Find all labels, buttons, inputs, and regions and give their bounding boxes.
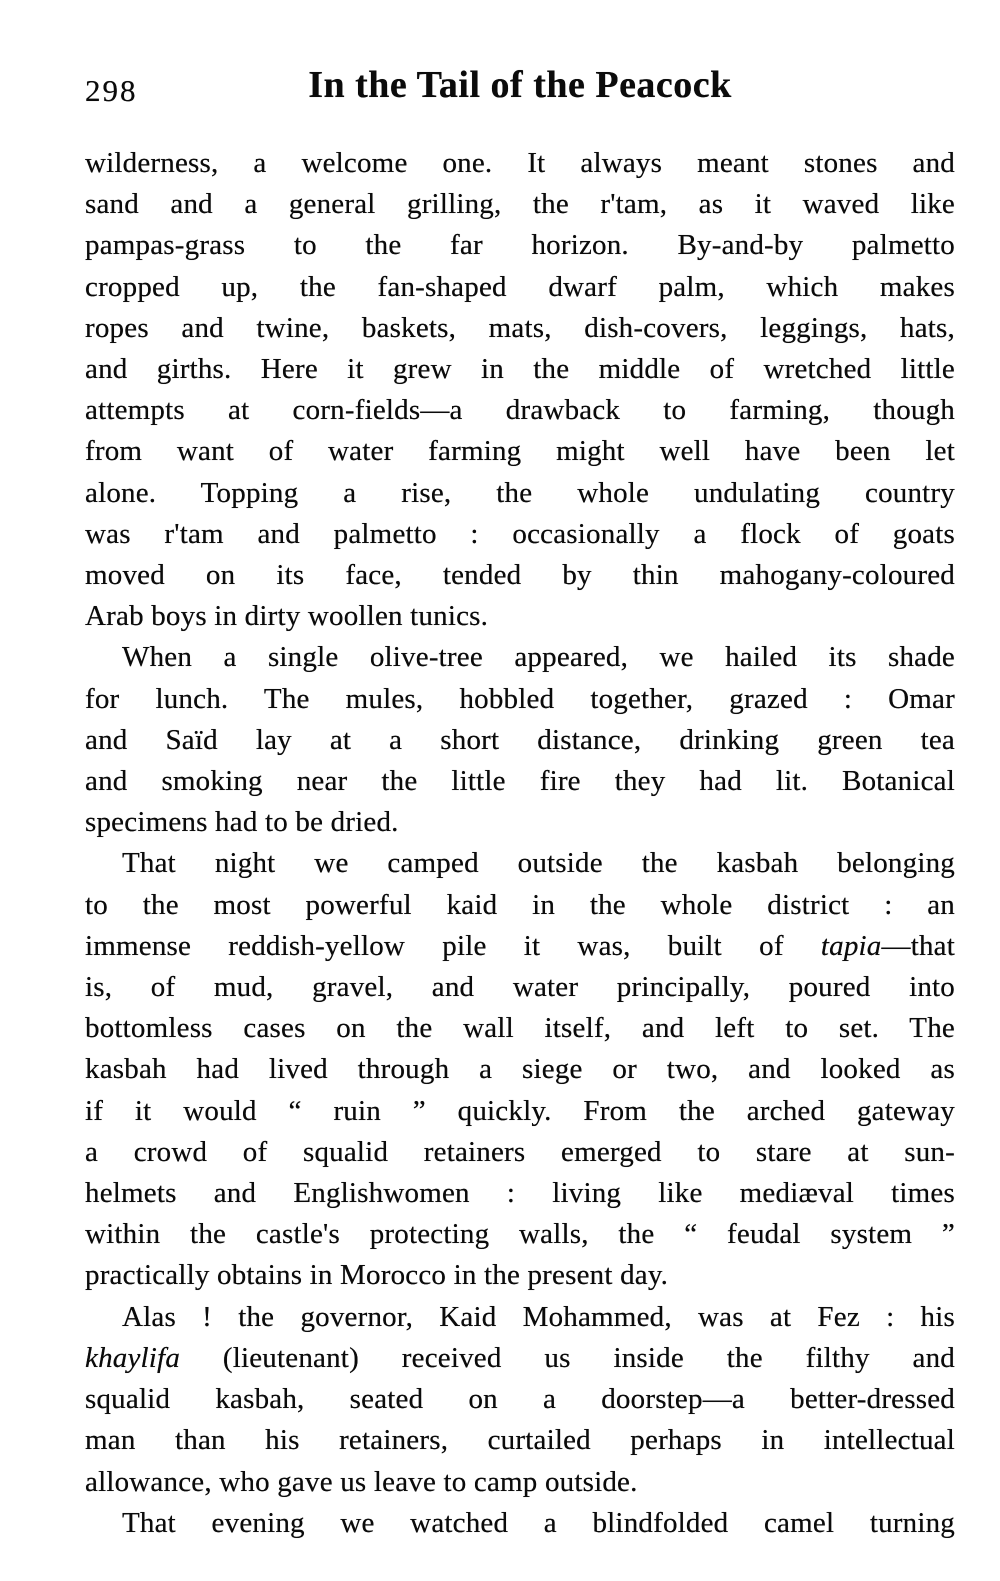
- text-segment: a crowd of squalid retainers emerged to stare at sun-: [85, 1135, 955, 1168]
- text-segment: squalid kasbah, seated on a doorstep—a better-dressed: [85, 1383, 955, 1416]
- paragraph: [85, 637, 955, 843]
- text-segment: helmets and Englishwomen : living like mediæval times: [85, 1177, 955, 1210]
- text-segment: alone. Topping a rise, the whole undulating country: [85, 476, 955, 509]
- text-line: [85, 1297, 955, 1338]
- text-line: [85, 431, 955, 472]
- text-segment: if it would “ ruin ” quickly. From the arched gateway: [85, 1094, 955, 1127]
- italic-text: khaylifa: [85, 1341, 181, 1374]
- text-line: [85, 267, 955, 308]
- text-segment: That evening we watched a blindfolded camel turning: [122, 1506, 955, 1539]
- text-line: [85, 143, 955, 184]
- text-segment: When a single olive-tree appeared, we hailed its shade: [122, 641, 955, 674]
- text-segment: —that: [881, 929, 955, 962]
- text-line: [85, 1008, 955, 1049]
- italic-text: tapia: [820, 929, 882, 962]
- text-segment: and smoking near the little fire they had lit. Botanical: [85, 765, 955, 798]
- text-segment: is, of mud, gravel, and water principally, poured into: [85, 971, 955, 1004]
- page-title: In the Tail of the Peacock: [308, 64, 732, 106]
- text-segment: ropes and twine, baskets, mats, dish-covers, leggings, hats,: [85, 311, 955, 344]
- text-line: [85, 679, 955, 720]
- text-segment: Arab boys in dirty woollen tunics.: [85, 600, 489, 633]
- text-segment: (lieutenant) received us inside the filthy and: [180, 1341, 955, 1374]
- text-segment: and Saïd lay at a short distance, drinking green tea: [85, 723, 955, 756]
- text-segment: sand and a general grilling, the r'tam, as it waved like: [85, 188, 955, 221]
- page-header: [85, 60, 955, 110]
- text-segment: kasbah had lived through a siege or two, and looked as: [85, 1053, 955, 1086]
- paragraph: [85, 1503, 955, 1544]
- text-line: [85, 473, 955, 514]
- text-line: [85, 761, 955, 802]
- text-line: [85, 1132, 955, 1173]
- text-line: [85, 514, 955, 555]
- text-line: [85, 555, 955, 596]
- text-line: [85, 184, 955, 225]
- text-segment: attempts at corn-fields—a drawback to farming, though: [85, 394, 955, 427]
- paragraph: [85, 143, 955, 637]
- text-line: [85, 1420, 955, 1461]
- text-column: [85, 60, 955, 1544]
- text-segment: within the castle's protecting walls, the “ feudal system ”: [85, 1218, 955, 1251]
- text-line: [85, 885, 955, 926]
- page-body: [85, 143, 955, 1544]
- text-line: [85, 1173, 955, 1214]
- text-segment: to the most powerful kaid in the whole district : an: [85, 888, 955, 921]
- text-segment: allowance, who gave us leave to camp outside.: [85, 1465, 638, 1498]
- text-line: [85, 1049, 955, 1090]
- paragraph: [85, 843, 955, 1296]
- text-line: [85, 596, 955, 637]
- page-number: 298: [85, 73, 138, 108]
- text-line: [85, 802, 955, 843]
- text-segment: moved on its face, tended by thin mahogany-coloured: [85, 559, 955, 592]
- paragraph: [85, 1297, 955, 1503]
- text-segment: pampas-grass to the far horizon. By-and-by palmetto: [85, 229, 955, 262]
- text-line: [85, 1503, 955, 1544]
- text-segment: That night we camped outside the kasbah belonging: [122, 847, 955, 880]
- text-line: [85, 637, 955, 678]
- text-segment: cropped up, the fan-shaped dwarf palm, which makes: [85, 270, 955, 303]
- text-line: [85, 1338, 955, 1379]
- text-line: [85, 1255, 955, 1296]
- text-line: [85, 390, 955, 431]
- text-segment: Alas ! the governor, Kaid Mohammed, was at Fez : his: [122, 1300, 955, 1333]
- text-segment: bottomless cases on the wall itself, and left to set. The: [85, 1012, 955, 1045]
- text-segment: specimens had to be dried.: [85, 806, 399, 839]
- text-line: [85, 225, 955, 266]
- text-line: [85, 720, 955, 761]
- text-segment: man than his retainers, curtailed perhaps in intellectual: [85, 1424, 955, 1457]
- text-line: [85, 967, 955, 1008]
- text-line: [85, 1091, 955, 1132]
- text-line: [85, 1462, 955, 1503]
- text-line: [85, 308, 955, 349]
- text-segment: immense reddish-yellow pile it was, built of: [85, 929, 821, 962]
- text-segment: practically obtains in Morocco in the present day.: [85, 1259, 669, 1292]
- text-line: [85, 1379, 955, 1420]
- text-segment: was r'tam and palmetto : occasionally a flock of goats: [85, 517, 955, 550]
- text-segment: wilderness, a welcome one. It always meant stones and: [85, 147, 955, 179]
- text-line: [85, 349, 955, 390]
- text-line: [85, 1214, 955, 1255]
- text-line: [85, 926, 955, 967]
- text-segment: for lunch. The mules, hobbled together, grazed : Omar: [85, 682, 955, 715]
- text-segment: and girths. Here it grew in the middle of wretched little: [85, 353, 955, 386]
- text-line: [85, 843, 955, 884]
- text-segment: from want of water farming might well have been let: [85, 435, 955, 468]
